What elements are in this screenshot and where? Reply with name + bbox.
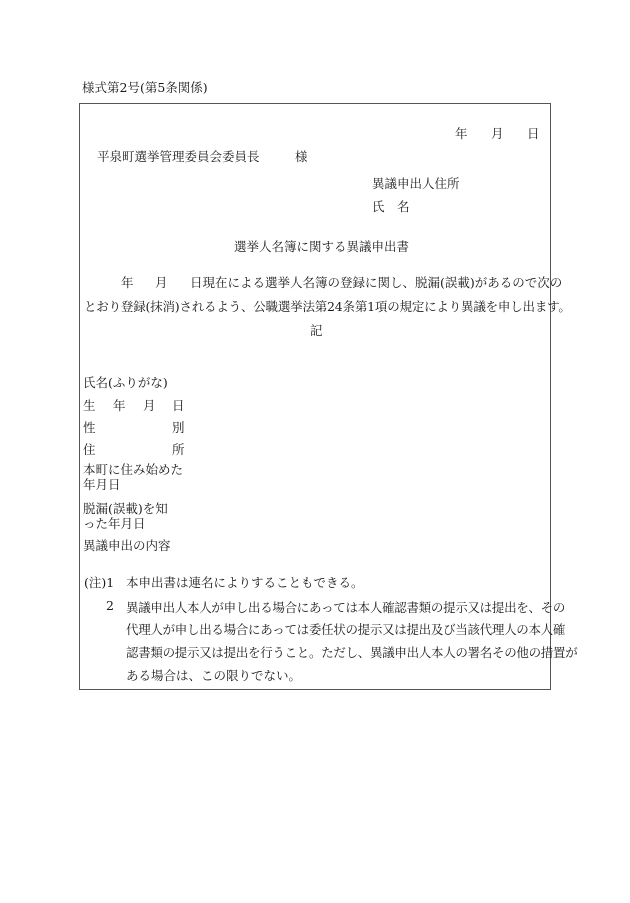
- field-objection-content: 異議申出の内容: [83, 538, 171, 553]
- note-2-number: 2: [106, 598, 114, 613]
- document-title: 選挙人名簿に関する異議申出書: [234, 239, 410, 254]
- applicant-name-label-2: 名: [397, 199, 410, 214]
- field-residence-start-1: 本町に住み始めた: [83, 462, 184, 477]
- notes-prefix: (注)1: [84, 575, 115, 590]
- date-day-label: 日: [527, 126, 540, 141]
- addressee-name: 平泉町選挙管理委員会委員長: [97, 149, 260, 164]
- body-year: 年: [121, 275, 134, 290]
- note-1: 本申出書は連名によりすることもできる。: [126, 575, 364, 590]
- date-month-label: 月: [491, 126, 504, 141]
- note-2-line-2: 代理人が申し出る場合にあっては委任状の提示又は提出及び当該代理人の本人確: [126, 622, 566, 637]
- field-residence-start-2: 年月日: [83, 477, 121, 492]
- ki-label: 記: [310, 323, 323, 338]
- body-month: 月: [155, 275, 168, 290]
- date-year-label: 年: [455, 126, 468, 141]
- note-2-line-1: 異議申出人本人が申し出る場合にあっては本人確認書類の提示又は提出を、その: [126, 600, 566, 615]
- field-name-kana: 氏名(ふりがな): [83, 375, 168, 390]
- note-2-line-4: ある場合は、この限りでない。: [126, 668, 302, 683]
- field-birth-1: 生: [83, 398, 96, 413]
- field-sex-1: 性: [83, 420, 96, 435]
- field-known-date-2: った年月日: [83, 516, 146, 531]
- field-birth-2: 年: [113, 398, 126, 413]
- field-birth-4: 日: [172, 398, 185, 413]
- field-address-2: 所: [172, 442, 185, 457]
- body-line2: とおり登録(抹消)されるよう、公職選挙法第24条第1項の規定により異議を申し出ます。: [84, 299, 571, 314]
- addressee-honorific: 様: [295, 149, 308, 164]
- body-line1: 日現在による選挙人名簿の登録に関し、脱漏(誤載)があるので次の: [190, 275, 563, 290]
- note-2-line-3: 認書類の提示又は提出を行うこと。ただし、異議申出人本人の署名その他の措置が: [126, 645, 578, 660]
- field-address-1: 住: [83, 442, 96, 457]
- applicant-name-label-1: 氏: [372, 199, 385, 214]
- applicant-address-label: 異議申出人住所: [372, 176, 460, 191]
- field-sex-2: 別: [172, 420, 185, 435]
- field-known-date-1: 脱漏(誤載)を知: [83, 501, 168, 516]
- form-number: 様式第2号(第5条関係): [82, 80, 208, 95]
- field-birth-3: 月: [143, 398, 156, 413]
